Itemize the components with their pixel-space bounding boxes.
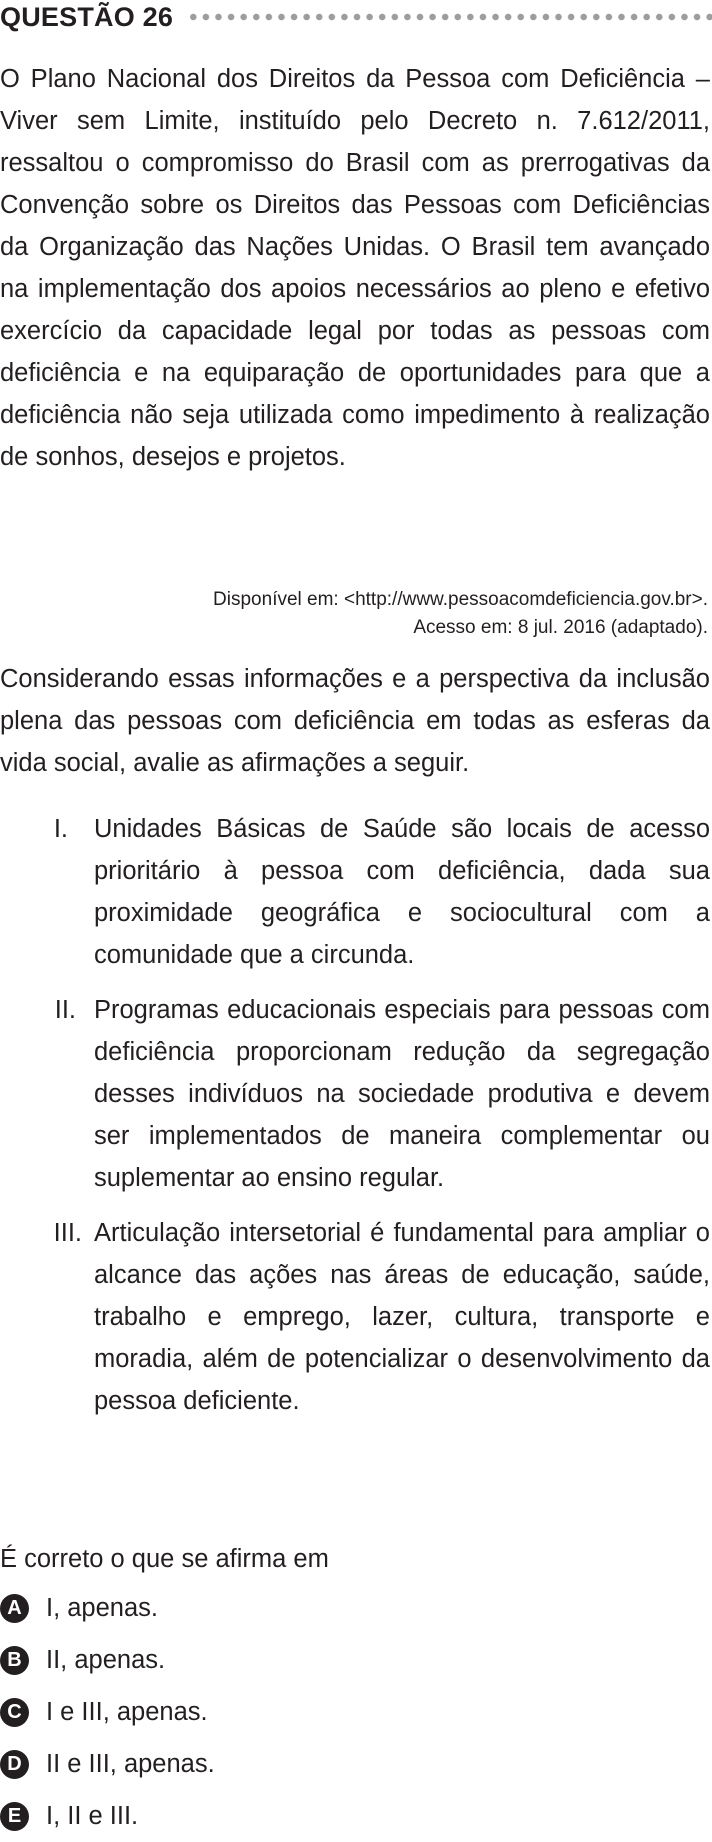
statement-text: Articulação intersetorial é fundamental para ampliar o alcance das ações nas áreas de educação, saúde, trabalho e emprego, lazer, cultura, transporte e moradia, além de potencializar o desenvolvimento da pessoa deficiente.	[94, 1219, 710, 1415]
option-letter-badge: B	[0, 1646, 29, 1675]
statement-item	[0, 808, 710, 976]
option-text: II, apenas.	[46, 1645, 166, 1674]
option-text: I, apenas.	[46, 1593, 158, 1622]
answer-option-d[interactable]	[0, 1738, 215, 1790]
question-title: QUESTÃO 26	[0, 1, 174, 32]
option-letter-badge: C	[0, 1698, 29, 1727]
question-prompt: É correto o que se afirma em	[0, 1545, 329, 1573]
dotted-rule	[187, 13, 712, 21]
statement-text: Unidades Básicas de Saúde são locais de acesso prioritário à pessoa com deficiência, dada sua proximidade geográfica e sociocultural com a comunidade que a circunda.	[94, 815, 710, 969]
answer-option-c[interactable]	[0, 1686, 215, 1738]
statement-item	[0, 989, 710, 1199]
option-letter-badge: D	[0, 1750, 29, 1779]
question-header	[0, 0, 712, 34]
consider-paragraph: Considerando essas informações e a perspectiva da inclusão plena das pessoas com deficiência em todas as esferas da vida social, avalie as afirmações a seguir.	[0, 665, 710, 777]
intro-paragraph: O Plano Nacional dos Direitos da Pessoa com Deficiência – Viver sem Limite, instituído pelo Decreto n. 7.612/2011, ressaltou o compromisso do Brasil com as prerrogativas da Convenção sobre os Direitos das Pessoas com Deficiências da Organização das Nações Unidas. O Brasil tem avançado na implementação dos apoios necessários ao pleno e efetivo exercício da capacidade legal por todas as pessoas com deficiência e na equiparação de oportunidades para que a deficiência não seja utilizada como impedimento à realização de sonhos, desejos e projetos.	[0, 65, 710, 471]
option-text: I, II e III.	[46, 1801, 139, 1830]
option-letter-badge: A	[0, 1594, 29, 1623]
source-citation	[0, 586, 708, 642]
statements-list	[0, 808, 712, 1422]
statement-numeral: I.	[53, 815, 68, 843]
option-text: II e III, apenas.	[46, 1749, 215, 1778]
statement-item	[0, 1212, 710, 1422]
answer-option-b[interactable]	[0, 1634, 215, 1686]
answer-options	[0, 1582, 215, 1842]
option-letter-badge: E	[0, 1802, 29, 1831]
source-line-2: Acesso em: 8 jul. 2016 (adaptado).	[413, 617, 708, 638]
statement-numeral: III.	[53, 1219, 82, 1247]
statement-numeral: II.	[54, 996, 76, 1024]
option-text: I e III, apenas.	[46, 1697, 208, 1726]
answer-option-a[interactable]	[0, 1582, 215, 1634]
source-line-1: Disponível em: <http://www.pessoacomdeficiencia.gov.br>.	[213, 589, 708, 610]
answer-option-e[interactable]	[0, 1790, 215, 1842]
statement-text: Programas educacionais especiais para pessoas com deficiência proporcionam redução da segregação desses indivíduos na sociedade produtiva e devem ser implementados de maneira complementar ou suplementar ao ensino regular.	[94, 996, 710, 1192]
